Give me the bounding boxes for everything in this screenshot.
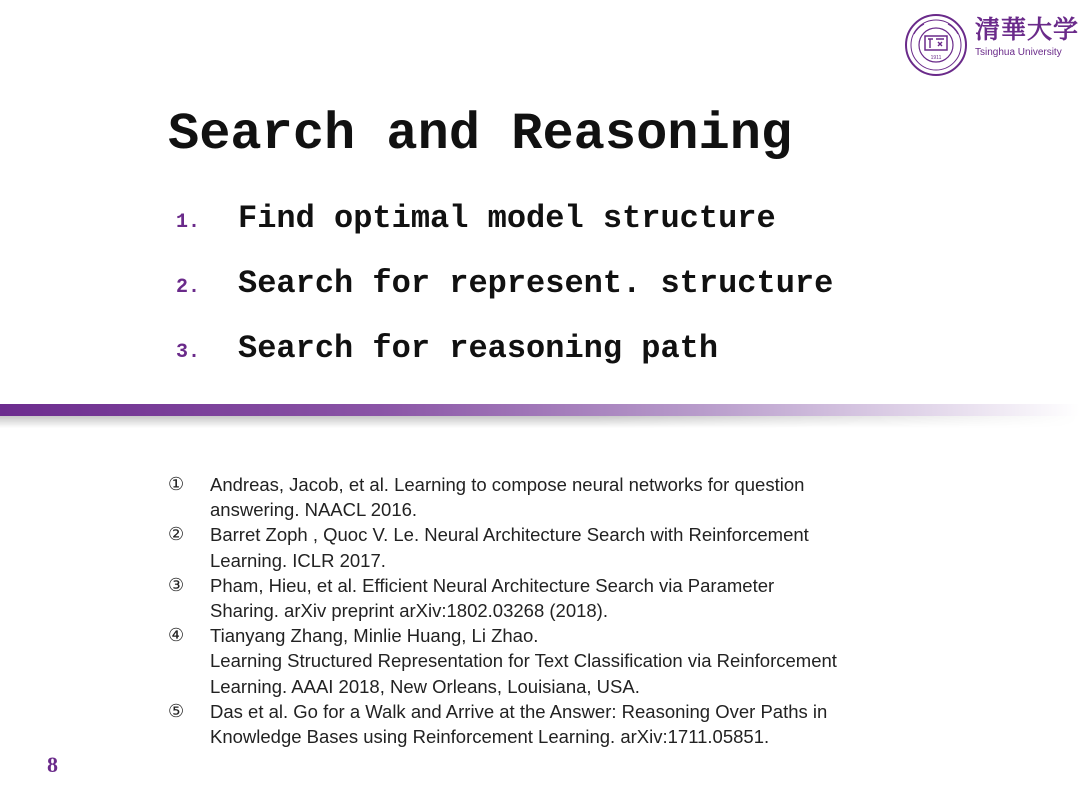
reference-line: Tianyang Zhang, Minlie Huang, Li Zhao. — [210, 625, 539, 647]
list-text: Search for represent. structure — [238, 265, 834, 302]
reference-line: answering. NAACL 2016. — [210, 499, 418, 521]
reference-line: Pham, Hieu, et al. Efficient Neural Architecture Search via Parameter — [210, 574, 775, 596]
topic-list — [176, 200, 833, 395]
list-item — [176, 200, 833, 265]
list-item — [176, 265, 833, 330]
list-text: Find optimal model structure — [238, 200, 776, 237]
tsinghua-logo — [902, 12, 1080, 78]
list-text: Search for reasoning path — [238, 330, 719, 367]
list-number: 2. — [176, 276, 201, 299]
divider-shadow — [0, 416, 1080, 428]
reference-marker: ① — [168, 474, 185, 495]
reference-item — [168, 699, 968, 749]
reference-line: Andreas, Jacob, et al. Learning to compose neural networks for question — [210, 474, 805, 495]
reference-item — [168, 472, 968, 522]
logo-english-name: Tsinghua University — [975, 47, 1062, 58]
reference-line: Learning Structured Representation for Text Classification via Reinforcement — [210, 650, 837, 672]
list-number: 3. — [176, 341, 201, 364]
reference-marker: ⑤ — [168, 700, 185, 722]
reference-marker: ② — [168, 524, 185, 546]
reference-item — [168, 573, 968, 623]
reference-line: Learning. ICLR 2017. — [210, 549, 386, 571]
logo-chinese-name: 清華大学 — [975, 15, 1080, 44]
list-item — [176, 330, 833, 395]
reference-line: Das et al. Go for a Walk and Arrive at the Answer: Reasoning Over Paths in — [210, 700, 828, 722]
reference-line: Learning. AAAI 2018, New Orleans, Louisiana, USA. — [210, 675, 640, 697]
reference-line: Knowledge Bases using Reinforcement Learning. arXiv:1711.05851. — [210, 726, 770, 748]
reference-line: Barret Zoph , Quoc V. Le. Neural Architecture Search with Reinforcement — [210, 524, 809, 546]
university-seal-icon — [902, 12, 972, 78]
reference-marker: ④ — [168, 625, 185, 647]
reference-item — [168, 522, 968, 572]
divider-bar — [0, 404, 1080, 416]
reference-marker: ③ — [168, 574, 185, 596]
slide-title: Search and Reasoning — [168, 105, 793, 164]
page-number: 8 — [47, 752, 58, 777]
reference-list — [168, 472, 968, 749]
reference-item — [168, 623, 968, 699]
list-number: 1. — [176, 211, 201, 234]
reference-line: Sharing. arXiv preprint arXiv:1802.03268 (2018). — [210, 600, 608, 622]
seal-year: 1911 — [930, 55, 942, 61]
